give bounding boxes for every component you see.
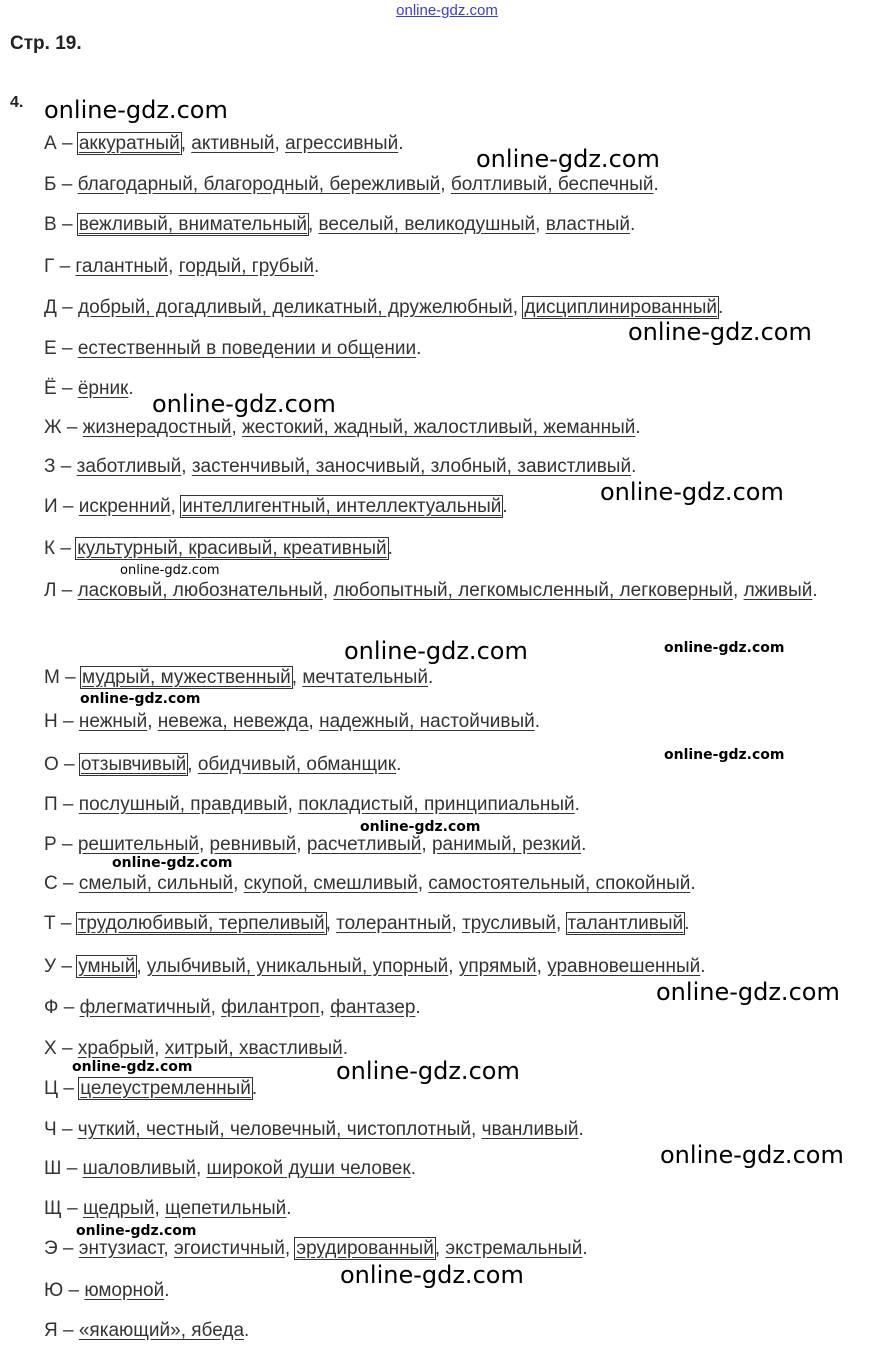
watermark: online-gdz.com [476, 145, 660, 173]
word-row-8: Ж – жизнерадостный, жестокий, жадный, жалостливый, жеманный. [44, 417, 641, 438]
boxed-word: умный [78, 956, 136, 977]
word-row-7: Ё – ёрник. [44, 378, 134, 399]
underlined-word: покладистый, принципиальный [298, 794, 575, 815]
watermark: online-gdz.com [152, 390, 336, 418]
word-row-13: М – мудрый, мужественный, мечтательный. [44, 667, 434, 688]
underlined-word: широкой души человек [206, 1158, 411, 1179]
underlined-word: смелый, сильный [78, 873, 234, 894]
word-row-4: Г – галантный, гордый, грубый. [44, 256, 320, 277]
underlined-word: трусливый [462, 913, 556, 934]
underlined-word: ранимый, резкий [431, 834, 582, 855]
watermark: online-gdz.com [600, 478, 784, 506]
boxed-word: мудрый, мужественный [81, 667, 291, 688]
watermark: online-gdz.com [44, 96, 228, 124]
watermark: online-gdz.com [120, 563, 220, 578]
underlined-word: энтузиаст [78, 1238, 164, 1259]
word-row-12: Л – ласковый, любознательный, любопытный, легкомысленный, легковерный, лживый. [44, 580, 818, 601]
row-letter: Д [44, 297, 57, 318]
word-row-16: П – послушный, правдивый, покладистый, принципиальный. [44, 794, 580, 815]
underlined-word: агрессивный [285, 133, 399, 154]
underlined-word: щедрый [82, 1198, 155, 1219]
row-letter: Ц [44, 1078, 59, 1099]
watermark: online-gdz.com [76, 1223, 197, 1239]
underlined-word: самостоятельный, спокойный [428, 873, 691, 894]
underlined-word: расчетливый [306, 834, 422, 855]
underlined-word: застенчивый, заносчивый, злобный, завистливый [191, 456, 632, 477]
word-row-19: Т – трудолюбивый, терпеливый, толерантный, трусливый, талантливый. [44, 913, 690, 934]
word-row-9: З – заботливый, застенчивый, заносчивый, злобный, завистливый. [44, 456, 637, 477]
watermark: online-gdz.com [660, 1141, 844, 1169]
underlined-word: уравновешенный [547, 956, 701, 977]
underlined-word: хитрый, хвастливый [164, 1038, 343, 1059]
underlined-word: галантный [75, 256, 169, 277]
row-letter: О [44, 754, 59, 775]
row-letter: У [44, 956, 57, 977]
underlined-word: толерантный [336, 913, 452, 934]
row-letter: Р [44, 834, 57, 855]
underlined-word: болтливый, беспечный [450, 174, 654, 195]
underlined-word: чванливый [481, 1119, 579, 1140]
underlined-word: активный [191, 133, 275, 154]
row-letter: Б [44, 174, 57, 195]
boxed-word: эрудированный [296, 1238, 434, 1259]
row-letter: Ф [44, 997, 59, 1018]
underlined-word: ёрник [77, 378, 129, 399]
underlined-word: ревнивый [209, 834, 297, 855]
word-row-24: Ч – чуткий, честный, человечный, чистоплотный, чванливый. [44, 1119, 584, 1140]
boxed-word: отзывчивый [80, 754, 187, 775]
word-row-6: Е – естественный в поведении и общении. [44, 338, 422, 359]
row-letter: Э [44, 1238, 58, 1259]
boxed-word: аккуратный [78, 133, 180, 154]
boxed-word: трудолюбивый, терпеливый [77, 913, 325, 934]
boxed-word: интеллигентный, интеллектуальный [182, 496, 502, 517]
watermark: online-gdz.com [664, 747, 785, 763]
row-letter: Х [44, 1038, 57, 1059]
underlined-word: невежа, невежда [157, 711, 309, 732]
row-letter: А [44, 133, 57, 154]
underlined-word: скупой, смешливый [243, 873, 418, 894]
word-row-5: Д – добрый, догадливый, деликатный, дружелюбный, дисциплинированный. [44, 297, 724, 318]
task-number: 4. [10, 94, 24, 111]
watermark: online-gdz.com [112, 855, 233, 871]
watermark: online-gdz.com [664, 640, 785, 656]
word-row-2: Б – благодарный, благородный, бережливый, болтливый, беспечный. [44, 174, 659, 195]
underlined-word: добрый, догадливый, деликатный, дружелюбный [78, 297, 513, 318]
word-row-21: Ф – флегматичный, филантроп, фантазер. [44, 997, 421, 1018]
row-letter: Я [44, 1320, 58, 1341]
watermark: online-gdz.com [656, 978, 840, 1006]
underlined-word: «якающий», ябеда [78, 1320, 245, 1341]
row-letter: В [44, 214, 57, 235]
row-letter: Г [44, 256, 55, 277]
underlined-word: юморной [84, 1280, 165, 1301]
boxed-word: культурный, красивый, креативный [77, 538, 387, 559]
row-letter: П [44, 794, 58, 815]
underlined-word: лживый [743, 580, 813, 601]
watermark: online-gdz.com [360, 819, 481, 835]
underlined-word: жизнерадостный [82, 417, 232, 438]
word-row-20: У – умный, улыбчивый, уникальный, упорный, упрямый, уравновешенный. [44, 956, 706, 977]
row-letter: Ю [44, 1280, 64, 1301]
row-letter: И [44, 496, 58, 517]
underlined-word: заботливый [76, 456, 182, 477]
underlined-word: филантроп [221, 997, 320, 1018]
watermark: online-gdz.com [336, 1057, 520, 1085]
word-row-14: Н – нежный, невежа, невежда, надежный, настойчивый. [44, 711, 541, 732]
underlined-word: эгоистичный [173, 1238, 285, 1259]
watermark: online-gdz.com [628, 318, 812, 346]
underlined-word: веселый, великодушный [318, 214, 536, 235]
underlined-word: флегматичный [79, 997, 211, 1018]
word-row-17: Р – решительный, ревнивый, расчетливый, ранимый, резкий. [44, 834, 587, 855]
row-letter: Т [44, 913, 56, 934]
underlined-word: естественный в поведении и общении [77, 338, 417, 359]
watermark: online-gdz.com [80, 691, 201, 707]
word-row-3: В – вежливый, внимательный, веселый, великодушный, властный. [44, 214, 636, 235]
underlined-word: упрямый [458, 956, 537, 977]
underlined-word: жестокий, жадный, жалостливый, жеманный [242, 417, 636, 438]
word-row-1: А – аккуратный, активный, агрессивный. [44, 133, 404, 154]
underlined-word: обидчивый, обманщик [197, 754, 397, 775]
underlined-word: ласковый, любознательный [77, 580, 323, 601]
word-row-18: С – смелый, сильный, скупой, смешливый, самостоятельный, спокойный. [44, 873, 696, 894]
underlined-word: любопытный, легкомысленный, легковерный [333, 580, 733, 601]
row-letter: Н [44, 711, 58, 732]
underlined-word: властный [545, 214, 630, 235]
word-row-10: И – искренний, интеллигентный, интеллектуальный. [44, 496, 508, 517]
row-letter: Е [44, 338, 57, 359]
word-row-28: Ю – юморной. [44, 1280, 170, 1301]
underlined-word: чуткий, честный, человечный, чистоплотный [77, 1119, 471, 1140]
row-letter: Ш [44, 1158, 62, 1179]
site-link[interactable]: online-gdz.com [396, 2, 498, 19]
word-row-11: К – культурный, красивый, креативный. [44, 538, 393, 559]
boxed-word: целеустремленный [80, 1078, 251, 1099]
watermark: online-gdz.com [344, 637, 528, 665]
word-row-25: Ш – шаловливый, широкой души человек. [44, 1158, 416, 1179]
word-row-29: Я – «якающий», ябеда. [44, 1320, 250, 1341]
underlined-word: щепетильный [165, 1198, 287, 1219]
underlined-word: благодарный, благородный, бережливый [77, 174, 441, 195]
underlined-word: улыбчивый, уникальный, упорный [146, 956, 449, 977]
word-row-27: Э – энтузиаст, эгоистичный, эрудированный, экстремальный. [44, 1238, 588, 1259]
underlined-word: шаловливый [82, 1158, 196, 1179]
word-row-26: Щ – щедрый, щепетильный. [44, 1198, 292, 1219]
row-letter: Ё [44, 378, 57, 399]
boxed-word: вежливый, внимательный [78, 214, 307, 235]
underlined-word: послушный, правдивый [78, 794, 288, 815]
row-letter: Щ [44, 1198, 62, 1219]
word-row-23: Ц – целеустремленный. [44, 1078, 258, 1099]
watermark: online-gdz.com [72, 1059, 193, 1075]
watermark: online-gdz.com [340, 1261, 524, 1289]
row-letter: Ч [44, 1119, 57, 1140]
boxed-word: талантливый [567, 913, 684, 934]
underlined-word: гордый, грубый [178, 256, 314, 277]
underlined-word: надежный, настойчивый [319, 711, 535, 732]
row-letter: К [44, 538, 56, 559]
row-letter: С [44, 873, 58, 894]
row-letter: Ж [44, 417, 62, 438]
boxed-word: дисциплинированный [524, 297, 717, 318]
row-letter: Л [44, 580, 57, 601]
underlined-word: храбрый [77, 1038, 155, 1059]
word-row-15: О – отзывчивый, обидчивый, обманщик. [44, 754, 402, 775]
row-letter: М [44, 667, 60, 688]
underlined-word: мечтательный [302, 667, 429, 688]
underlined-word: фантазер [330, 997, 416, 1018]
page-title: Стр. 19. [10, 33, 82, 54]
underlined-word: искренний [78, 496, 171, 517]
word-row-22: Х – храбрый, хитрый, хвастливый. [44, 1038, 349, 1059]
underlined-word: нежный [78, 711, 148, 732]
row-letter: З [44, 456, 56, 477]
underlined-word: экстремальный [445, 1238, 583, 1259]
underlined-word: решительный [77, 834, 199, 855]
